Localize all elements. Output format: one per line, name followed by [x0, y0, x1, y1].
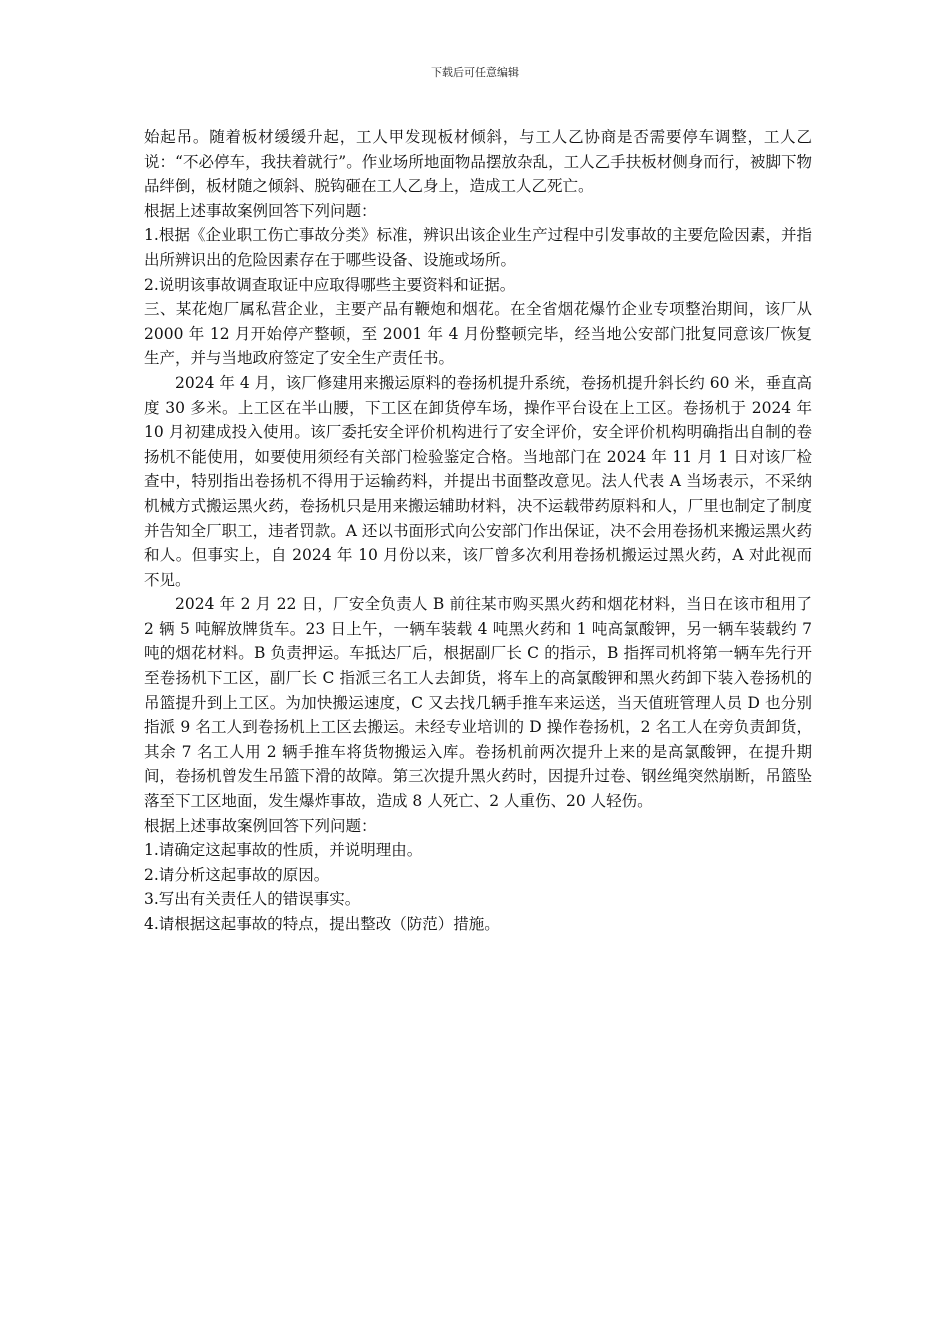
page-header: 下载后可任意编辑 [431, 66, 519, 79]
question-item: 4.请根据这起事故的特点，提出整改（防范）措施。 [144, 915, 500, 933]
question-intro: 根据上述事故案例回答下列问题： [144, 816, 377, 835]
case-three-background: 2024 年 4 月，该厂修建用来搬运原料的卷扬机提升系统，卷扬机提升斜长约 60 米，垂直高度 30 多米。上工区在半山腰，下工区在卸货停车场，操作平台设在上工区。卷扬机于 2024 年 10 月初建成投入使用。该厂委托安全评价机构进行了安全评价，安全评价机构明确指出自制的卷扬机不能使用，如要使用须经有关部门检验鉴定合格。当地部门在 2024 年 11 月 1 日对该厂检查中，特别指出卷扬机不得用于运输药料，并提出书面整改意见。法人代表 A 当场表示，不采纳机械方式搬运黑火药，卷扬机只是用来搬运辅助材料，决不运载带药原料和人，厂里也制定了制度并告知全厂职工，违者罚款。A 还以书面形式向公安部门作出保证，决不会用卷扬机来搬运黑火药和人。但事实上，自 2024 年 10 月份以来，该厂曾多次利用卷扬机搬运过黑火药，A 对此视而不见。 [144, 373, 812, 589]
question-intro: 根据上述事故案例回答下列问题： [144, 201, 377, 220]
document-body [144, 125, 812, 937]
case-three-incident: 2024 年 2 月 22 日，厂安全负责人 B 前往某市购买黑火药和烟花材料，当日在该市租用了 2 辆 5 吨解放牌货车。23 日上午，一辆车装载 4 吨黑火药和 1 吨高氯酸钾，另一辆车装载约 7 吨的烟花材料。B 负责押运。车抵达厂后，根据副厂长 C 的指示，B 指挥司机将第一辆车先行开至卷扬机下工区，副厂长 C 指派三名工人去卸货，将车上的高氯酸钾和黑火药卸下装入卷扬机的吊篮提升到上工区。为加快搬运速度，C 又去找几辆手推车来运送，当天值班管理人员 D 也分别指派 9 名工人到卷扬机上工区去搬运。未经专业培训的 D 操作卷扬机，2 名工人在旁负责卸货，其余 7 名工人用 2 辆手推车将货物搬运入库。卷扬机前两次提升上来的是高氯酸钾，在提升期间，卷扬机曾发生吊篮下滑的故障。第三次提升黑火药时，因提升过卷、钢丝绳突然崩断，吊篮坠落至下工区地面，发生爆炸事故，造成 8 人死亡、2 人重伤、20 人轻伤。 [144, 595, 812, 811]
case-three-intro: 三、某花炮厂属私营企业，主要产品有鞭炮和烟花。在全省烟花爆竹企业专项整治期间，该厂从 2000 年 12 月开始停产整顿，至 2001 年 4 月份整顿完毕，经当地公安部门批复同意该厂恢复生产，并与当地政府签定了安全生产责任书。 [144, 300, 812, 368]
question-item: 1.请确定这起事故的性质，并说明理由。 [144, 841, 423, 860]
question-item: 1.根据《企业职工伤亡事故分类》标准，辨识出该企业生产过程中引发事故的主要危险因素，并指出所辨识出的危险因素存在于哪些设备、设施或场所。 [144, 226, 812, 269]
paragraph-continuation: 始起吊。随着板材缓缓升起，工人甲发现板材倾斜，与工人乙协商是否需要停车调整，工人乙说：“不必停车，我扶着就行”。作业场所地面物品摆放杂乱，工人乙手扶板材侧身而行，被脚下物品绊倒，板材随之倾斜、脱钩砸在工人乙身上，造成工人乙死亡。 [144, 128, 812, 196]
question-item: 2.说明该事故调查取证中应取得哪些主要资料和证据。 [144, 275, 516, 294]
question-item: 2.请分析这起事故的原因。 [144, 865, 330, 884]
question-item: 3.写出有关责任人的错误事实。 [144, 890, 361, 909]
